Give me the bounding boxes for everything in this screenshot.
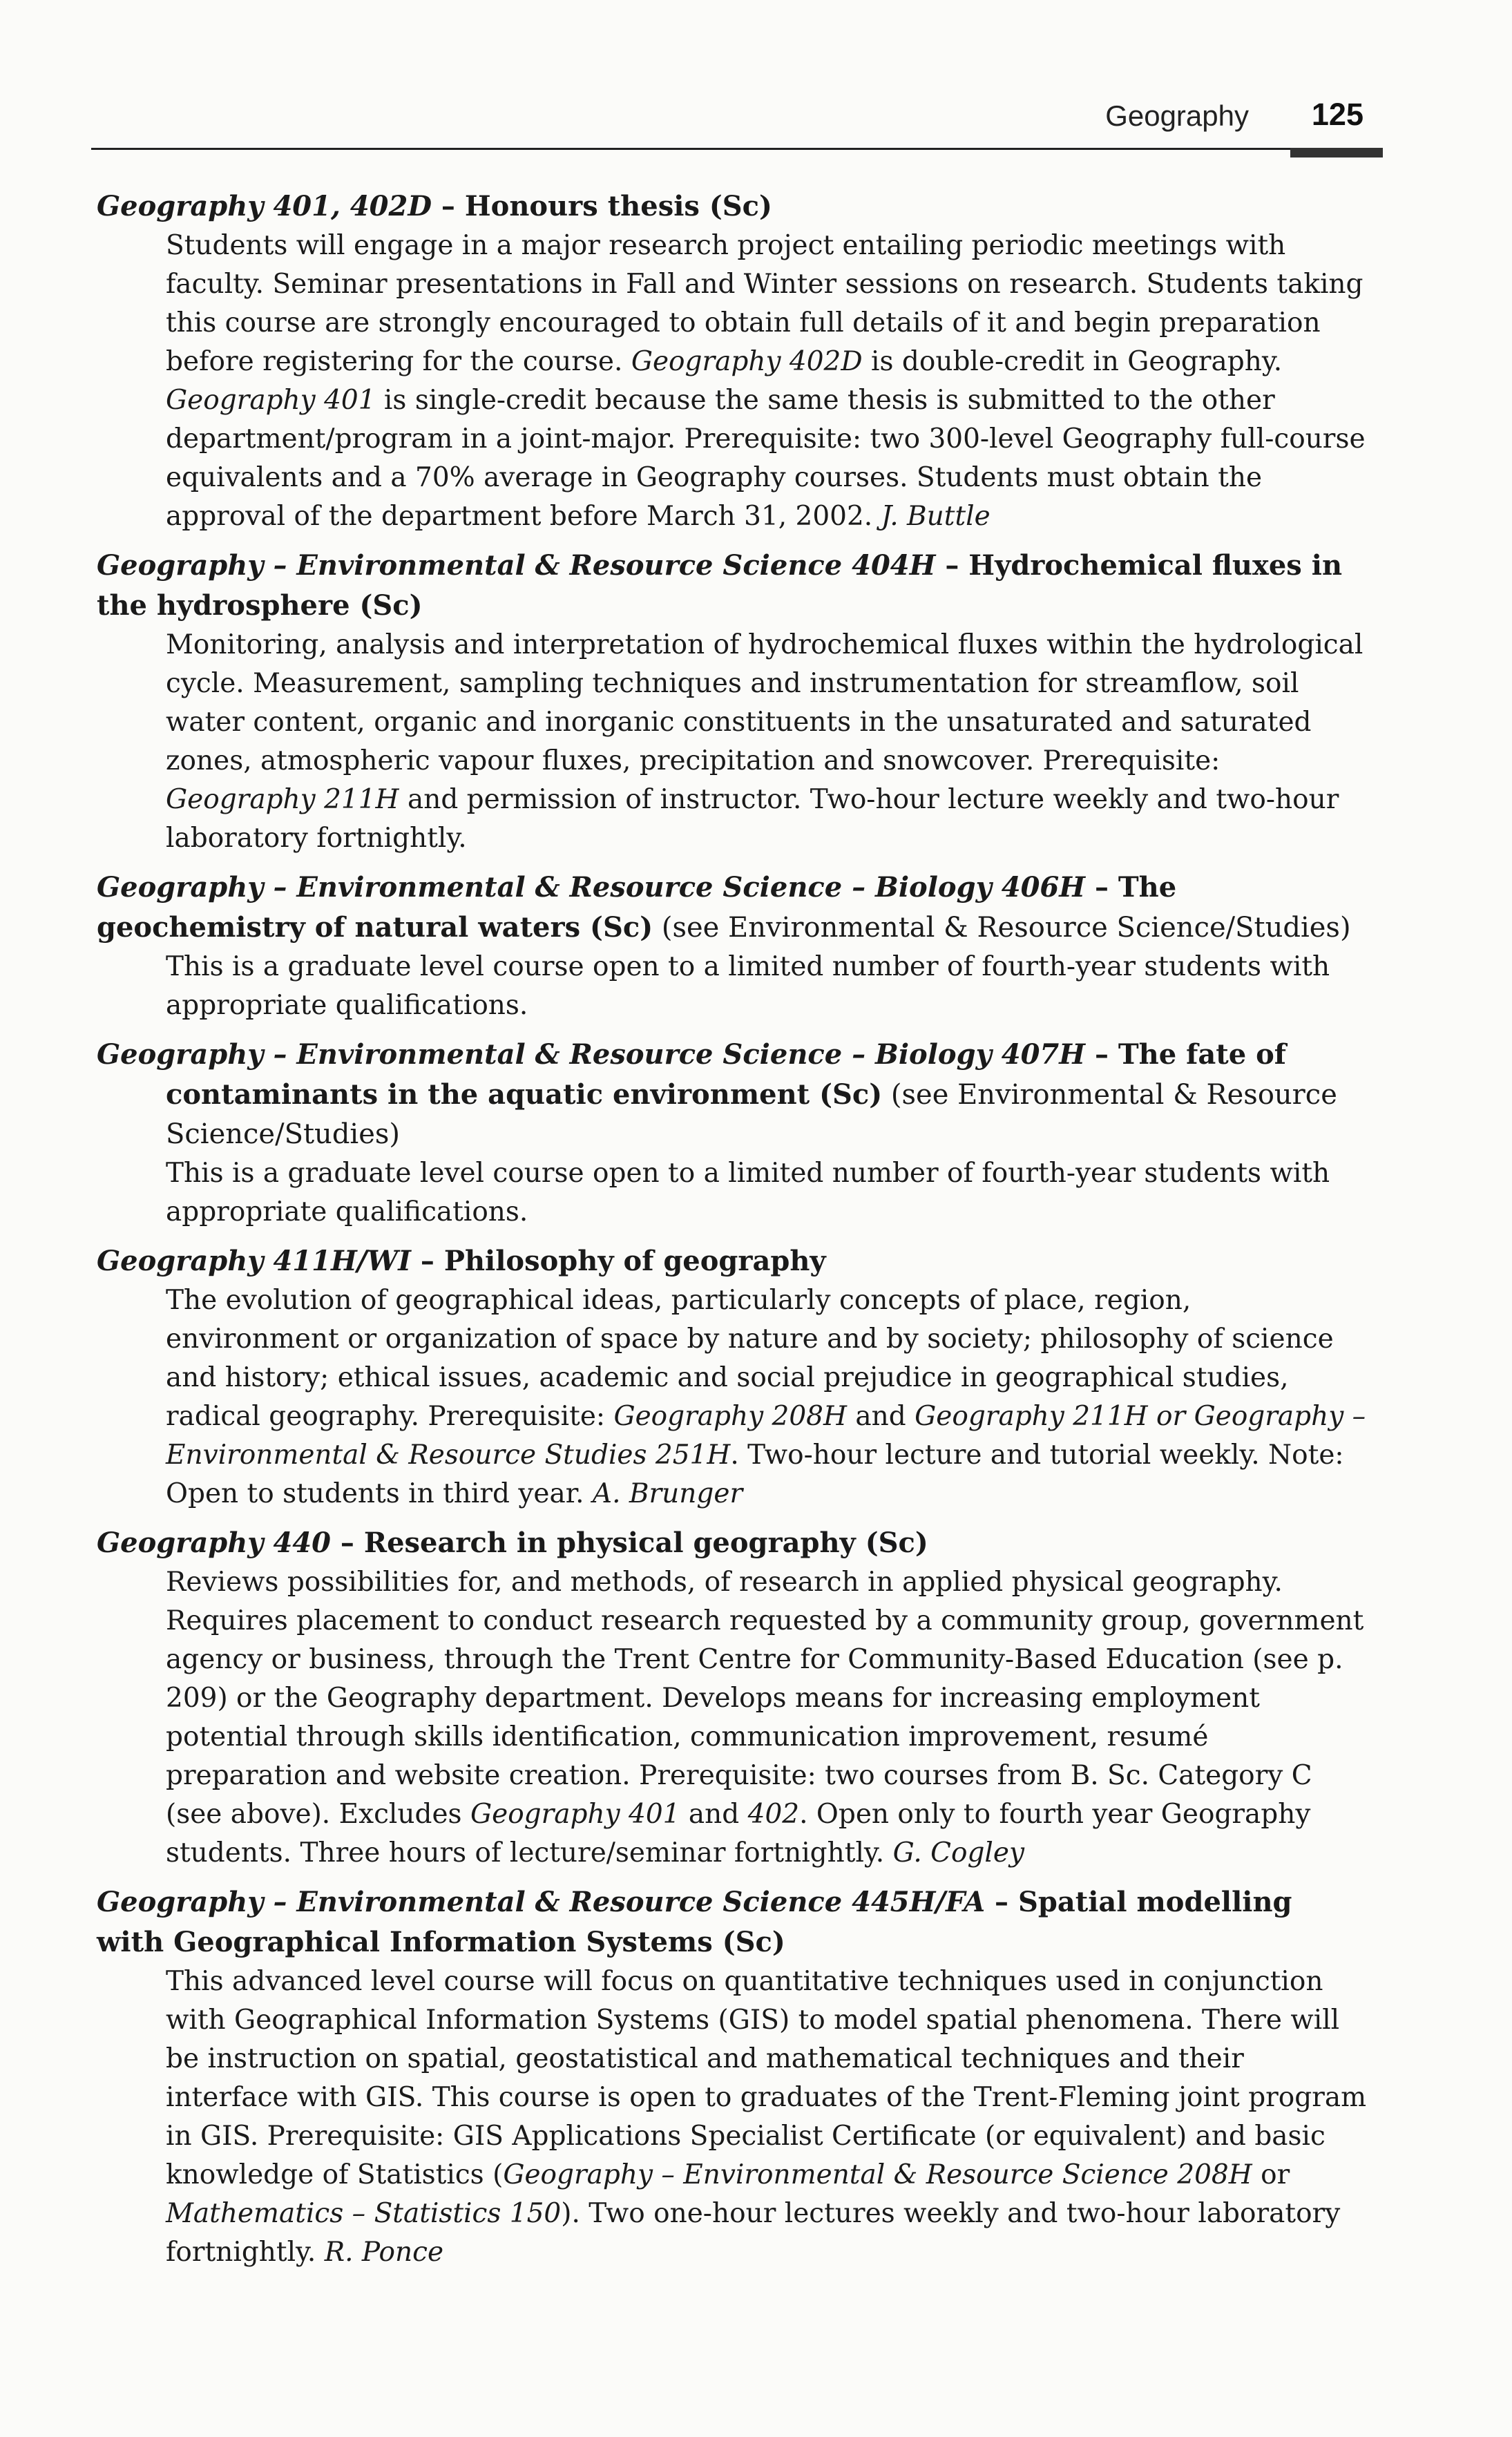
course-title: Research in physical geography (Sc) <box>363 1527 928 1559</box>
course-description <box>166 948 1368 1025</box>
course-code: Geography 440 <box>97 1527 331 1559</box>
description-text: This is a graduate level course open to a limited number of fourth-year students with appropriate qualifications. <box>166 1158 1330 1227</box>
running-head-section: Geography <box>1105 99 1249 132</box>
heading-dash: – <box>330 1527 364 1559</box>
heading-dash: – <box>935 549 969 582</box>
course-heading <box>97 187 1368 227</box>
see-also-note: (see Environmental & Resource Science/Studies) <box>661 912 1351 944</box>
italic-reference: R. Ponce <box>324 2237 444 2268</box>
course-heading <box>97 1523 1368 1563</box>
italic-reference: A. Brunger <box>592 1478 743 1509</box>
course-title: Philosophy of geography <box>443 1245 826 1277</box>
description-text: Reviews possibilities for, and methods, of research in applied physical geography. Requires placement to conduct research requested by a community group, government agency or business, through the Trent Centre for Community-Based Education (see p. 209) or the Geography department. Develops means for increasing employment potential through skills identification, communication improvement, resumé preparation and website creation. Prerequisite: two courses from B. Sc. Category C (see above). Excludes <box>166 1567 1364 1830</box>
description-text: . Open only to fourth year Geography students. Three hours of lecture/seminar fortnightly. <box>166 1799 1311 1869</box>
italic-reference: Geography 211H <box>166 784 399 815</box>
course-code: Geography – Environmental & Resource Science 404H <box>97 549 936 582</box>
description-text: Monitoring, analysis and interpretation of hydrochemical fluxes within the hydrological cycle. Measurement, sampling techniques and instrumentation for streamflow, soil water content, organic and inorganic constituents in the unsaturated and saturated zones, atmospheric vapour fluxes, precipitation and snowcover. Prerequisite: <box>166 629 1363 776</box>
course-entry <box>97 1241 1368 1513</box>
description-text: This advanced level course will focus on quantitative techniques used in conjunction with Geographical Information Systems (GIS) to model spatial phenomena. There will be instruction on spatial, geostatistical and mathematical techniques and their interface with GIS. This course is open to graduates of the Trent-Fleming joint program in GIS. Prerequisite: GIS Applications Specialist Certificate (or equivalent) and basic knowledge of Statistics ( <box>166 1966 1367 2190</box>
course-code: Geography – Environmental & Resource Science – Biology 406H <box>97 871 1086 904</box>
course-title: The fate of contaminants in the aquatic environment (Sc) <box>166 1038 1286 1111</box>
italic-reference: G. Cogley <box>892 1837 1024 1869</box>
course-entry <box>97 1882 1368 2272</box>
course-description <box>166 1281 1368 1513</box>
course-title: Honours thesis (Sc) <box>464 190 772 222</box>
description-text: is double-credit in Geography. <box>862 346 1283 377</box>
page-number: 125 <box>1311 97 1363 132</box>
course-description <box>166 227 1368 536</box>
course-heading <box>97 1882 1368 1962</box>
course-code: Geography 411H/WI <box>97 1245 411 1277</box>
description-text: The evolution of geographical ideas, particularly concepts of place, region, environment or organization of space by nature and by society; philosophy of science and history; ethical issues, academic and social prejudice in geographical studies, radical geography. Prerequisite: <box>166 1285 1334 1432</box>
italic-reference: Mathematics – Statistics 150 <box>166 2198 562 2229</box>
italic-reference: 402 <box>747 1799 800 1830</box>
course-entry <box>97 868 1368 1025</box>
description-text: This is a graduate level course open to a limited number of fourth-year students with appropriate qualifications. <box>166 951 1330 1021</box>
course-description <box>166 626 1368 858</box>
description-text: and <box>680 1799 748 1830</box>
heading-dash: – <box>432 190 465 222</box>
italic-reference: Geography 402D <box>631 346 863 377</box>
description-text: and <box>846 1401 915 1432</box>
course-code: Geography – Environmental & Resource Science – Biology 407H <box>97 1038 1086 1071</box>
description-text: or <box>1252 2159 1290 2190</box>
description-text: ). Two one-hour lectures weekly and two-hour laboratory fortnightly. <box>166 2198 1341 2268</box>
heading-dash: – <box>411 1245 444 1277</box>
course-description <box>166 1563 1368 1873</box>
course-heading <box>97 546 1368 626</box>
course-heading <box>97 1035 1368 1154</box>
course-title: The geochemistry of natural waters (Sc) <box>97 871 1177 944</box>
see-also-note: (see Environmental & Resource Science/Studies) <box>166 1079 1337 1150</box>
course-code: Geography – Environmental & Resource Science 445H/FA <box>97 1886 986 1918</box>
italic-reference: Geography 401 <box>166 385 376 416</box>
heading-dash: – <box>985 1886 1018 1918</box>
course-list <box>97 187 1368 2282</box>
course-entry <box>97 1523 1368 1873</box>
course-heading <box>97 1241 1368 1281</box>
italic-reference: Geography – Environmental & Resource Science 208H <box>503 2159 1252 2190</box>
header-rule <box>91 148 1383 150</box>
italic-reference: Geography 208H <box>613 1401 847 1432</box>
italic-reference: Geography 211H or Geography – Environmental & Resource Studies 251H <box>166 1401 1366 1471</box>
course-entry <box>97 546 1368 858</box>
course-description <box>166 1962 1368 2272</box>
heading-dash: – <box>1085 871 1118 904</box>
description-text: is single-credit because the same thesis is submitted to the other department/program in a joint-major. Prerequisite: two 300-level Geography full-course equivalents and a 70% average in Geography courses. Students must obtain the approval of the department before March 31, 2002. <box>166 385 1366 532</box>
course-heading <box>97 868 1368 948</box>
course-title: Spatial modelling with Geographical Information Systems (Sc) <box>97 1886 1292 1958</box>
course-description <box>166 1154 1368 1232</box>
course-entry <box>97 187 1368 536</box>
course-code: Geography 401, 402D <box>97 190 432 222</box>
heading-dash: – <box>1085 1038 1118 1071</box>
description-text: and permission of instructor. Two-hour lecture weekly and two-hour laboratory fortnightly. <box>166 784 1339 854</box>
course-title: Hydrochemical fluxes in the hydrosphere (Sc) <box>97 549 1343 622</box>
italic-reference: J. Buttle <box>881 501 991 532</box>
course-entry <box>97 1035 1368 1232</box>
header-rule-tab <box>1290 148 1383 157</box>
running-head <box>91 91 1366 146</box>
description-text: Students will engage in a major research project entailing periodic meetings with faculty. Seminar presentations in Fall and Winter sessions on research. Students taking this course are strongly encouraged to obtain full details of it and begin preparation before registering for the course. <box>166 230 1363 377</box>
italic-reference: Geography 401 <box>470 1799 680 1830</box>
description-text: . Two-hour lecture and tutorial weekly. Note: Open to students in third year. <box>166 1440 1344 1509</box>
